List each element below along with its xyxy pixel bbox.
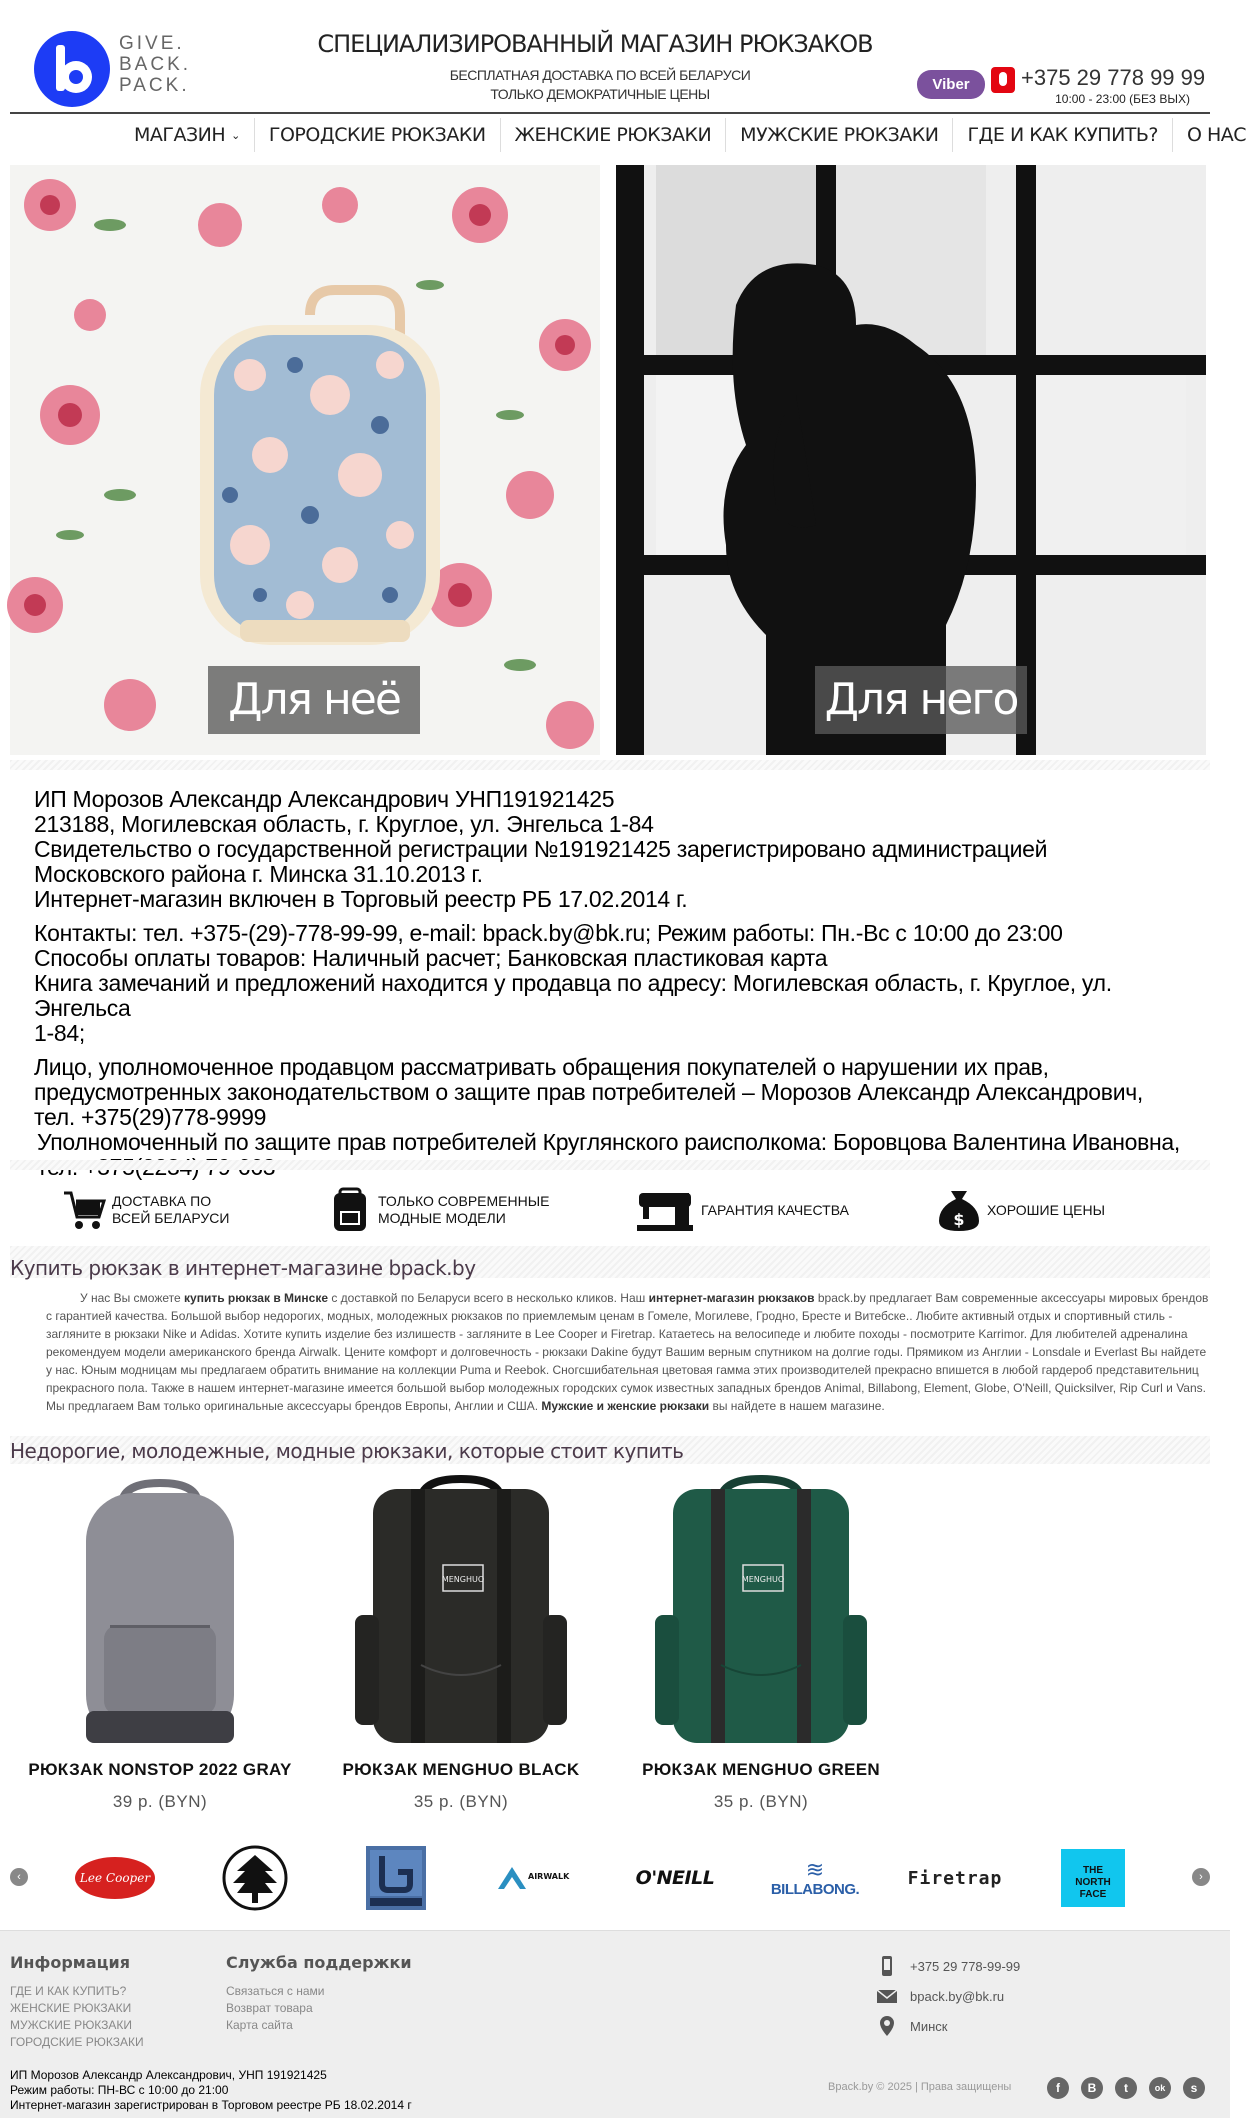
footer-phone[interactable]: +375 29 778-99-99 (910, 1958, 1021, 1974)
billabong-logo (770, 1856, 860, 1898)
burton-logo-icon (366, 1846, 426, 1910)
brand-billabong[interactable] (772, 1845, 858, 1911)
legal-line: предусмотренных законодательством о защите прав потребителей – Морозов Александр Александрович, (34, 1079, 1144, 1105)
odnoklassniki-icon[interactable]: ok (1149, 2077, 1171, 2099)
nav-item-about[interactable]: О НАС (1187, 124, 1247, 146)
chevron-down-icon: ⌄ (231, 128, 240, 142)
legal-line: Контакты: тел. +375-(29)-778-99-99, e-mail: bpack.by@bk.ru; Режим работы: Пн.-Вс с 10:00 до 23:00 (34, 920, 1063, 946)
legal-line: Московского района г. Минска 31.10.2013 г. (34, 861, 483, 887)
product-price: 35 р. (BYN) (713, 1792, 809, 1811)
seo-text-part: bpack.by предлагает Вам современные аксессуары мировых брендов с гарантией качества. Большой выбор недорогих, модных, молодежных рюкзаков по приемлемым ценам в Гомеле, Могилеве, Гродно, Бресте и Витебске.. Любите активный отдых и спортивный стиль - загляните в рюкзаки Nike и Adidas. Хотите купить изделие без излишеств - загляните в Lee Cooper и Firetrap. Катаетесь на велосипеде и любите походы - посмотрите Karrimor. Для любителей адреналина рекомендуем модели американского бренда Airwalk. Цените комфорт и долговечность - рюкзаки Dakine будут Вашим верным спутником на долгие годы. Прямиком из Англии - Lonsdale и Everlast Вы найдете у нас. Юным модницам мы предлагаем обратить внимание на коллекции Puma и Reebok. Сногсшибательная цветовая гамма этих производителей прекрасно впишется в любой гардероб представительниц прекрасного пола. Также в нашем интернет-магазине имеется большой выбор молодежных городских сумок известных западных брендов Animal, Billabong, Element, Globe, O'Neill, Quicksilver, Rip Curl и Vans. Мы предлагаем Вам только оригинальные аксессуары брендов Европы, Англии и США. (46, 1291, 1209, 1413)
airwalk-logo-icon (494, 1863, 574, 1893)
legal-line: Способы оплаты товаров: Наличный расчет; Банковская пластиковая карта (34, 945, 828, 971)
brand-burton[interactable] (364, 1845, 428, 1911)
brand-tag-label: MENGHUO (741, 1575, 785, 1584)
nav-item-where-to-buy[interactable]: ГДЕ И КАК КУПИТЬ? (953, 118, 1173, 152)
product-card[interactable] (10, 1475, 310, 1812)
footer-info-title: Информация (10, 1953, 130, 1972)
legal-line: Уполномоченный по защите прав потребителей Круглянского раисполкома: Боровцова Валентина Ивановна, (37, 1129, 1180, 1155)
sewing-machine-icon (635, 1187, 695, 1233)
lee-cooper-logo: Lee Cooper (75, 1857, 155, 1899)
footer-legal-line: Режим работы: ПН-ВС с 10:00 до 21:00 (10, 2083, 229, 2097)
feature-quality-label: ГАРАНТИЯ КАЧЕСТВА (701, 1201, 849, 1218)
footer-link-contact[interactable]: Связаться с нами (226, 1984, 325, 1998)
footer-link-women[interactable]: ЖЕНСКИЕ РЮКЗАКИ (10, 2001, 132, 2015)
billabong-wave-icon: ≋ (805, 1856, 825, 1882)
north-face-logo: THE NORTH FACE (1061, 1849, 1125, 1907)
header-hours: 10:00 - 23:00 (БЕЗ ВЫХ) (1055, 92, 1190, 106)
seo-title: Купить рюкзак в интернет-магазине bpack.by (10, 1256, 476, 1280)
footer-link-returns[interactable]: Возврат товара (226, 2001, 313, 2015)
footer-email[interactable]: bpack.by@bk.ru (910, 1988, 1005, 2004)
skype-icon[interactable]: s (1183, 2077, 1205, 2099)
logo-wordmark (119, 33, 209, 96)
vk-icon[interactable]: B (1081, 2077, 1103, 2099)
seo-bold-phrase: интернет-магазин рюкзаков (648, 1291, 815, 1305)
footer-link-city[interactable]: ГОРОДСКИЕ РЮКЗАКИ (10, 2035, 144, 2049)
logo-word-back: BACK. (119, 54, 192, 75)
brand-oneill[interactable] (634, 1845, 716, 1911)
seo-text-part: с доставкой по Беларуси всего в несколько кликов. Наш (328, 1291, 649, 1305)
footer-email-row (876, 1985, 1004, 2007)
brand-lee-cooper[interactable] (72, 1845, 158, 1911)
brand-the-north-face[interactable] (1060, 1845, 1126, 1911)
phone-icon (876, 1955, 898, 1977)
cart-icon (62, 1187, 106, 1233)
stripe-divider (10, 760, 1210, 770)
header-divider (10, 112, 1210, 114)
airwalk-text: AIRWALK (528, 1872, 570, 1881)
location-pin-icon (876, 2015, 898, 2037)
product-image (311, 1475, 611, 1745)
feature-prices (937, 1185, 1105, 1235)
nav-label-shop: МАГАЗИН (134, 124, 226, 146)
legal-line: Книга замечаний и предложений находится у продавца по адресу: Могилевская область, г. Круглое, ул. Энгельса (34, 970, 1112, 1021)
seo-paragraph (46, 1289, 1210, 1415)
footer-legal-line: Интернет-магазин зарегистрирован в Торговом реестре РБ 18.02.2014 г (10, 2098, 412, 2112)
firetrap-logo: Firetrap (907, 1867, 1003, 1889)
nav-item-men[interactable]: МУЖСКИЕ РЮКЗАКИ (726, 118, 953, 152)
nav-item-city[interactable]: ГОРОДСКИЕ РЮКЗАКИ (255, 118, 501, 152)
product-card[interactable] (311, 1475, 611, 1812)
mail-icon (876, 1985, 898, 2007)
product-name[interactable]: РЮКЗАК MENGHUO GREEN (642, 1760, 880, 1779)
seo-bold-phrase: Мужские и женские рюкзаки (541, 1399, 710, 1413)
logo-word-give: GIVE. (119, 33, 185, 54)
footer-city-row (876, 2015, 947, 2037)
oneill-logo: O'NEILL (635, 1867, 715, 1889)
hero-for-her[interactable] (10, 165, 600, 755)
billabong-text: BILLABONG. (770, 1880, 860, 1898)
brand-airwalk[interactable] (494, 1845, 574, 1911)
feature-modern-label-2: МОДНЫЕ МОДЕЛИ (378, 1210, 506, 1226)
feature-prices-label: ХОРОШИЕ ЦЕНЫ (987, 1201, 1106, 1218)
product-card[interactable] (611, 1475, 911, 1812)
feature-delivery-label-2: ВСЕЙ БЕЛАРУСИ (112, 1210, 230, 1226)
logo-icon[interactable] (34, 31, 110, 107)
carousel-next-button[interactable]: › (1192, 1868, 1210, 1886)
timberland-tree-icon (222, 1845, 288, 1911)
tagline-prices: ТОЛЬКО ДЕМОКРАТИЧНЫЕ ЦЕНЫ (490, 86, 710, 102)
feature-modern (328, 1185, 549, 1235)
seo-text-part: У нас Вы сможете (80, 1291, 185, 1305)
legal-line: Интернет-магазин включен в Торговый реестр РБ 17.02.2014 г. (34, 886, 688, 912)
footer-link-men[interactable]: МУЖСКИЕ РЮКЗАКИ (10, 2018, 133, 2032)
feature-delivery (62, 1185, 229, 1235)
mts-icon (991, 67, 1015, 93)
footer-link-sitemap[interactable]: Карта сайта (226, 2018, 293, 2032)
footer-legal-line: ИП Морозов Александр Александрович, УНП 191921425 (10, 2068, 327, 2082)
legal-line: Лицо, уполномоченное продавцом рассматривать обращения покупателей о нарушении их прав, (34, 1054, 1049, 1080)
main-nav (120, 118, 1260, 152)
product-image (10, 1475, 310, 1745)
footer-support-title: Служба поддержки (226, 1953, 412, 1972)
footer-city: Минск (910, 2018, 948, 2034)
legal-line: ИП Морозов Александр Александрович УНП191921425 (34, 786, 615, 812)
viber-icon[interactable] (917, 70, 985, 99)
backpack-icon (328, 1187, 372, 1233)
brand-tag-label: MENGHUO (441, 1575, 485, 1584)
brand-firetrap[interactable] (907, 1845, 1003, 1911)
legal-line: 213188, Могилевская область, г. Круглое, ул. Энгельса 1-84 (34, 811, 654, 837)
copyright: Bpack.by © 2025 | Права защищены (828, 2081, 1012, 2093)
feature-modern-label: ТОЛЬКО СОВРЕМЕННЫЕ (378, 1193, 550, 1209)
logo-word-pack: PACK. (119, 75, 190, 96)
hero-for-him[interactable] (616, 165, 1206, 755)
nav-item-women[interactable]: ЖЕНСКИЕ РЮКЗАКИ (501, 118, 727, 152)
nav-item-shop[interactable] (120, 118, 255, 152)
seo-text-part: вы найдете в нашем магазине. (709, 1399, 885, 1413)
feature-quality (635, 1185, 849, 1235)
legal-line: тел. +375(29)778-9999 (34, 1104, 267, 1130)
shop-title: СПЕЦИАЛИЗИРОВАННЫЙ МАГАЗИН РЮКЗАКОВ (317, 30, 873, 58)
money-bag-icon (937, 1187, 981, 1233)
hero-her-label: Для неё (208, 666, 420, 734)
legal-line: Свидетельство о государственной регистрации №191921425 зарегистрировано администрацией (34, 836, 1048, 862)
stripe-divider (10, 1160, 1210, 1170)
feature-delivery-label: ДОСТАВКА ПО (112, 1193, 212, 1209)
product-name[interactable]: РЮКЗАК MENGHUO BLACK (342, 1760, 580, 1779)
footer-info-links (10, 1983, 144, 2051)
twitter-icon[interactable]: t (1115, 2077, 1137, 2099)
tagline-delivery: БЕСПЛАТНАЯ ДОСТАВКА ПО ВСЕЙ БЕЛАРУСИ (449, 67, 751, 83)
product-price: 35 р. (BYN) (413, 1792, 509, 1811)
facebook-icon[interactable]: f (1047, 2077, 1069, 2099)
footer-link-where-to-buy[interactable]: ГДЕ И КАК КУПИТЬ? (10, 1984, 127, 1998)
product-image (611, 1475, 911, 1745)
viber-label: Viber (932, 76, 970, 93)
tagline (380, 66, 820, 104)
products-title: Недорогие, молодежные, модные рюкзаки, которые стоит купить (10, 1439, 684, 1463)
header-phone[interactable]: +375 29 778 99 99 (1021, 65, 1206, 90)
footer-legal (10, 2068, 412, 2113)
svg-text:$: $ (953, 1210, 965, 1229)
carousel-prev-button[interactable]: ‹ (10, 1868, 28, 1886)
footer-support-links (226, 1983, 324, 2034)
seo-bold-phrase: купить рюкзак в Минске (184, 1291, 328, 1305)
legal-info (34, 787, 1214, 1180)
product-price: 39 р. (BYN) (112, 1792, 208, 1811)
legal-line: 1-84; (34, 1020, 85, 1046)
hero-him-label: Для него (815, 666, 1027, 734)
footer (0, 1930, 1230, 2118)
product-name[interactable]: РЮКЗАК NONSTOP 2022 GRAY (28, 1760, 292, 1779)
brand-timberland[interactable] (220, 1845, 290, 1911)
footer-phone-row (876, 1955, 1020, 1977)
